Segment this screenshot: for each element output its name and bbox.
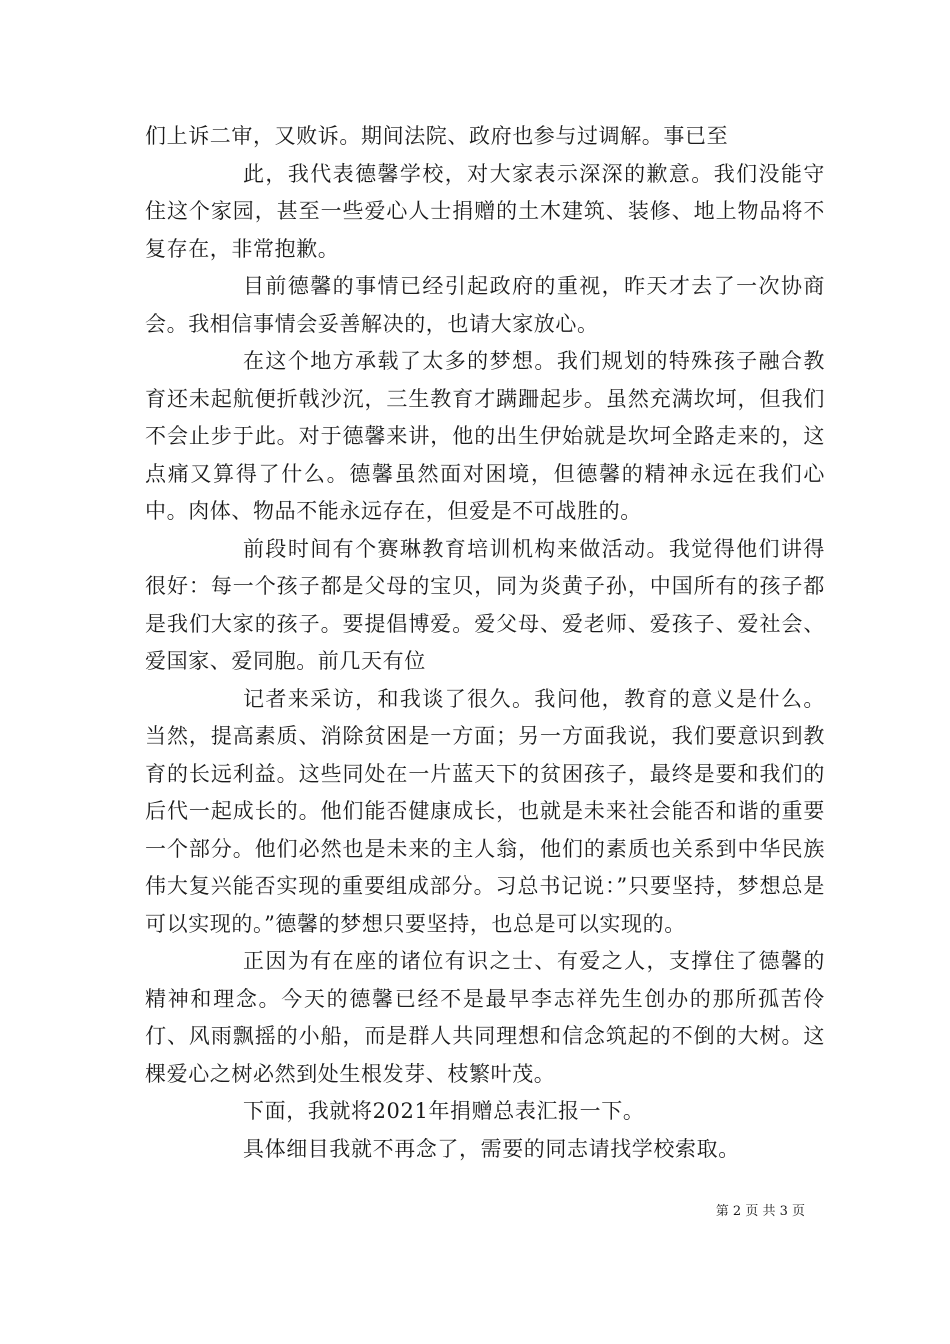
paragraph-government: 目前德馨的事情已经引起政府的重视，昨天才去了一次协商会。我相信事情会妥善解决的，也请大家放心。 [145,274,825,336]
paragraph-support: 正因为有在座的诸位有识之士、有爱之人，支撑住了德馨的精神和理念。今天的德馨已经不是最早李志祥先生创办的那所孤苦伶仃、风雨飘摇的小船，而是群人共同理想和信念筑起的不倒的大树。这棵爱心之树必然到处生根发芽、枝繁叶茂。 [145,949,825,1086]
paragraph-dreams: 在这个地方承载了太多的梦想。我们规划的特殊孩子融合教育还未起航便折戟沙沉，三生教育才蹒跚起步。虽然充满坎坷，但我们不会止步于此。对于德馨来讲，他的出生伊始就是坎坷全路走来的，这点痛又算得了什么。德馨虽然面对困境，但德馨的精神永远在我们心中。肉体、物品不能永远存在，但爱是不可战胜的。 [145,349,825,523]
paragraph-report: 下面，我就将2021年捐赠总表汇报一下。 [243,1099,645,1123]
paragraph-details: 具体细目我就不再念了，需要的同志请找学校索取。 [243,1136,740,1161]
paragraph-interview: 记者来采访，和我谈了很久。我问他，教育的意义是什么。当然，提高素质、消除贫困是一方面；另一方面我说，我们要意识到教育的长远利益。这些同处在一片蓝天下的贫困孩子，最终是要和我们的后代一起成长的。他们能否健康成长，也就是未来社会能否和谐的重要一个部分。他们必然也是未来的主人翁，他们的素质也关系到中华民族伟大复兴能否实现的重要组成部分。习总书记说：”只要坚持，梦想总是可以实现的。”德馨的梦想只要坚持，也总是可以实现的。 [145,686,825,936]
page-number: 第 2 页 共 3 页 [715,1204,805,1219]
body-text [145,118,825,1168]
paragraph-training: 前段时间有个赛琳教育培训机构来做活动。我觉得他们讲得很好：每一个孩子都是父母的宝贝，同为炎黄子孙，中国所有的孩子都是我们大家的孩子。要提倡博爱。爱父母、爱老师、爱孩子、爱社会、爱国家、爱同胞。前几天有位 [145,536,825,673]
paragraph-apology: 此，我代表德馨学校，对大家表示深深的歉意。我们没能守住这个家园，甚至一些爱心人士捐赠的土木建筑、装修、地上物品将不复存在，非常抱歉。 [145,161,825,261]
paragraph-continued: 们上诉二审，又败诉。期间法院、政府也参与过调解。事已至 [145,124,729,148]
